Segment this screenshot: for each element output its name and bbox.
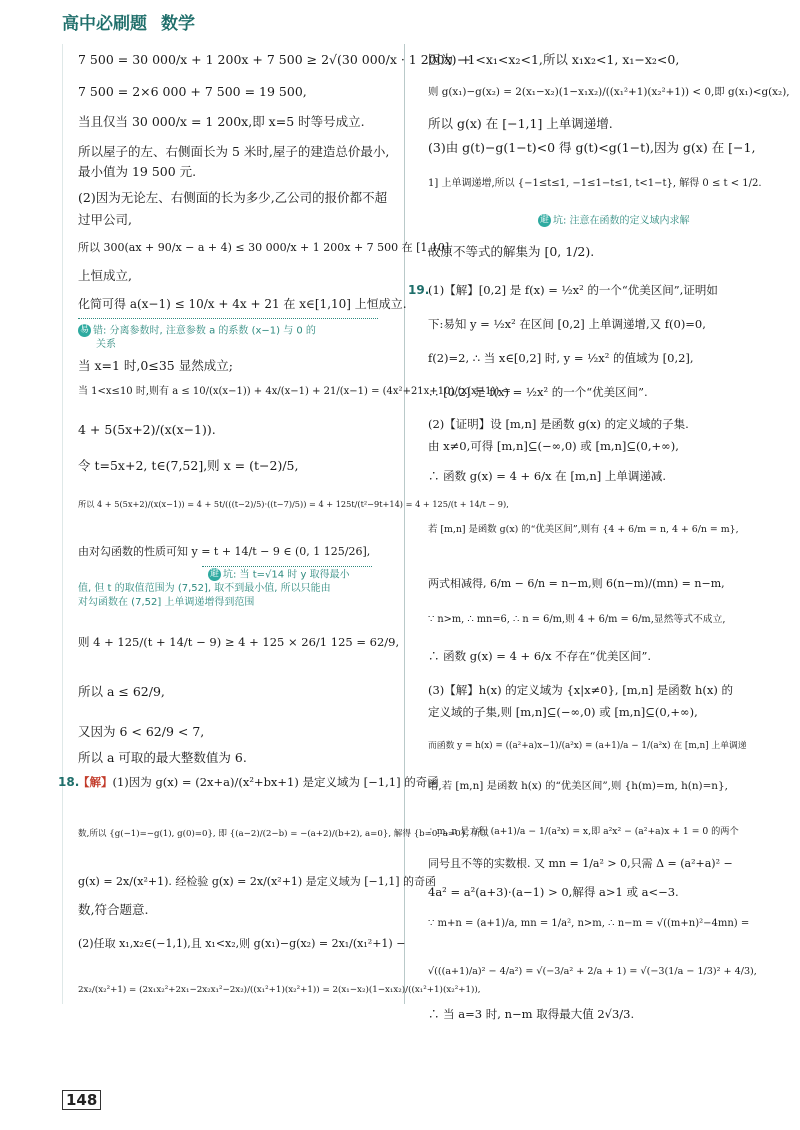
text-line: 当 1<x≤10 时,则有 a ≤ 10/(x(x−1)) + 4x/(x−1) + 21/(x−1) = (4x²+21x+10)/(x(x−1)) =: [78, 386, 511, 397]
text-line: (3)由 g(t)−g(1−t)<0 得 g(t)<g(1−t),因为 g(x) 在 [−1,: [428, 140, 756, 155]
question-number: 19.: [408, 283, 430, 297]
text-line: 又因为 6 < 62/9 < 7,: [78, 724, 205, 739]
text-line: 所以 a ≤ 62/9,: [78, 684, 165, 699]
subject-title: 数学: [161, 13, 195, 34]
text-line: 化简可得 a(x−1) ≤ 10/x + 4x + 21 在 x∈[1,10] 上恒成立.: [78, 297, 407, 311]
text-line: 过甲公司,: [78, 212, 132, 227]
text-line: 而函数 y = h(x) = ((a²+a)x−1)/(a²x) = (a+1)/a − 1/(a²x) 在 [m,n] 上单调递: [428, 741, 747, 751]
text-line: (2)任取 x₁,x₂∈(−1,1),且 x₁<x₂,则 g(x₁)−g(x₂) = 2x₁/(x₁²+1) −: [78, 937, 406, 950]
text-line: f(2)=2, ∴ 当 x∈[0,2] 时, y = ½x² 的值域为 [0,2],: [428, 351, 694, 365]
text-line: 7 500 = 30 000/x + 1 200x + 7 500 ≥ 2√(30 000/x · 1 200x) +: [78, 52, 471, 67]
page-number: 148: [62, 1090, 101, 1110]
text-line: 最小值为 19 500 元.: [78, 164, 197, 179]
text-line: 数,所以 {g(−1)=−g(1), g(0)=0}, 即 {(a−2)/(2−b) = −(a+2)/(b+2), a=0}, 解得 {b=0, a=0}, 所以: [78, 829, 489, 839]
wavy-underline: [202, 562, 372, 567]
pitfall-note: 避 坑: 注意在函数的定义域内求解: [539, 215, 690, 227]
note-badge-icon: 易: [79, 325, 89, 335]
text-line: 4 + 5(5x+2)/(x(x−1)).: [78, 422, 216, 437]
text-line: 当 x=1 时,0≤35 显然成立;: [78, 358, 233, 373]
text-line: 若 [m,n] 是函数 g(x) 的“优美区间”,则有 {4 + 6/m = n, 4 + 6/n = m},: [428, 524, 739, 535]
text-line: 1] 上单调递增,所以 {−1≤t≤1, −1≤1−t≤1, t<1−t}, 解得 0 ≤ t < 1/2.: [428, 178, 762, 189]
note-badge-icon: 避: [539, 215, 549, 225]
text-line: 增,若 [m,n] 是函数 h(x) 的“优美区间”,则 {h(m)=m, h(n)=n},: [428, 780, 728, 792]
text-line: √(((a+1)/a)² − 4/a²) = √(−3/a² + 2/a + 1) = √(−3(1/a − 1/3)² + 4/3),: [428, 966, 757, 977]
page-header: [62, 6, 195, 36]
text-line: ∵ n>m, ∴ mn=6, ∴ n = 6/m,则 4 + 6/m = 6/m,显然等式不成立,: [428, 614, 726, 625]
text-line: ∴ [0,2] 是 f(x) = ½x² 的一个“优美区间”.: [428, 385, 648, 399]
text-line: 7 500 = 2×6 000 + 7 500 = 19 500,: [78, 84, 307, 99]
book-title: 高中必刷题: [62, 13, 147, 34]
text-line: 上恒成立,: [78, 268, 132, 283]
question-number: 18.: [58, 775, 80, 789]
text-line: 由对勾函数的性质可知 y = t + 14/t − 9 ∈ (0, 1 125/26],: [78, 545, 371, 558]
margin-rule: [62, 44, 63, 1004]
text-line: 令 t=5x+2, t∈(7,52],则 x = (t−2)/5,: [78, 458, 299, 473]
text-line: 由 x≠0,可得 [m,n]⊆(−∞,0) 或 [m,n]⊆(0,+∞),: [428, 439, 679, 453]
pitfall-note: 避 坑: 当 t=√14 时 y 取得最小: [209, 569, 350, 581]
text-line: ∵ m+n = (a+1)/a, mn = 1/a², n>m, ∴ n−m = √((m+n)²−4mn) =: [428, 918, 750, 929]
text-line: (3)【解】h(x) 的定义域为 {x|x≠0}, [m,n] 是函数 h(x) 的: [428, 683, 733, 697]
column-divider: [404, 44, 405, 1004]
text-line: 下:易知 y = ½x² 在区间 [0,2] 上单调递增,又 f(0)=0,: [428, 317, 706, 331]
wavy-underline: [78, 314, 378, 319]
text-line: ∴ 函数 g(x) = 4 + 6/x 在 [m,n] 上单调递减.: [428, 469, 667, 483]
text-line: 所以 a 可取的最大整数值为 6.: [78, 750, 247, 765]
text-line: ∴ m, n 是方程 (a+1)/a − 1/(a²x) = x,即 a²x² − (a²+a)x + 1 = 0 的两个: [428, 826, 739, 837]
question-18-line: 18. 【解】(1)因为 g(x) = (2x+a)/(x²+bx+1) 是定义域为 [−1,1] 的奇函: [58, 775, 439, 789]
text-line: 故原不等式的解集为 [0, 1/2).: [428, 244, 595, 259]
text-line: 则 g(x₁)−g(x₂) = 2(x₁−x₂)(1−x₁x₂)/((x₁²+1)(x₂²+1)) < 0,即 g(x₁)<g(x₂),: [428, 86, 790, 98]
text-line: (2)【证明】设 [m,n] 是函数 g(x) 的定义域的子集.: [428, 417, 689, 431]
text-line: 所以 4 + 5(5x+2)/(x(x−1)) = 4 + 5t/(((t−2)/5)·((t−7)/5)) = 4 + 125t/(t²−9t+14) = 4 + 125/(t + 14/t − 9),: [78, 499, 509, 509]
text-line: 当且仅当 30 000/x = 1 200x,即 x=5 时等号成立.: [78, 114, 365, 129]
text-line: 4a² = a²(a+3)·(a−1) > 0,解得 a>1 或 a<−3.: [428, 885, 679, 899]
answer-tag: 【解】: [78, 775, 113, 789]
text-line: 数,符合题意.: [78, 902, 149, 917]
question-19-line: 19. (1)【解】[0,2] 是 f(x) = ½x² 的一个“优美区间”,证明如: [408, 283, 718, 297]
text-line: 因为 −1<x₁<x₂<1,所以 x₁x₂<1, x₁−x₂<0,: [428, 52, 680, 67]
text-line: 所以 300(ax + 90/x − a + 4) ≤ 30 000/x + 1 200x + 7 500 在 [1,10]: [78, 241, 450, 254]
pitfall-note-cont: 值, 但 t 的取值范围为 (7,52], 取不到最小值, 所以只能由: [78, 583, 331, 594]
pitfall-note-cont: 对勾函数在 (7,52] 上单调递增得到范围: [78, 597, 255, 608]
text-line: 则 4 + 125/(t + 14/t − 9) ≥ 4 + 125 × 26/1 125 = 62/9,: [78, 635, 400, 649]
text-line: 所以屋子的左、右侧面长为 5 米时,屋子的建造总价最小,: [78, 144, 390, 159]
error-note: 易 错: 分离参数时, 注意参数 a 的系数 (x−1) 与 0 的: [79, 325, 316, 337]
text-line: g(x) = 2x/(x²+1). 经检验 g(x) = 2x/(x²+1) 是定义域为 [−1,1] 的奇函: [78, 875, 436, 888]
text-line: 两式相减得, 6/m − 6/n = n−m,则 6(n−m)/(mn) = n−m,: [428, 577, 725, 590]
error-note-cont: 关系: [96, 339, 116, 350]
text-line: 所以 g(x) 在 [−1,1] 上单调递增.: [428, 116, 613, 131]
text-line: 定义域的子集,则 [m,n]⊆(−∞,0) 或 [m,n]⊆(0,+∞),: [428, 705, 698, 719]
text-line: ∴ 当 a=3 时, n−m 取得最大值 2√3/3.: [428, 1007, 635, 1021]
text-line: 2x₂/(x₂²+1) = (2x₁x₂²+2x₁−2x₂x₁²−2x₂)/((x₁²+1)(x₂²+1)) = 2(x₁−x₂)(1−x₁x₂)/((x₁²+1)(x₂²+1)),: [78, 985, 481, 995]
text-line: (2)因为无论左、右侧面的长为多少,乙公司的报价都不超: [78, 190, 388, 205]
note-badge-icon: 避: [209, 569, 219, 579]
text-line: 同号且不等的实数根. 又 mn = 1/a² > 0,只需 Δ = (a²+a)² −: [428, 857, 733, 870]
text-line: ∴ 函数 g(x) = 4 + 6/x 不存在“优美区间”.: [428, 649, 652, 663]
